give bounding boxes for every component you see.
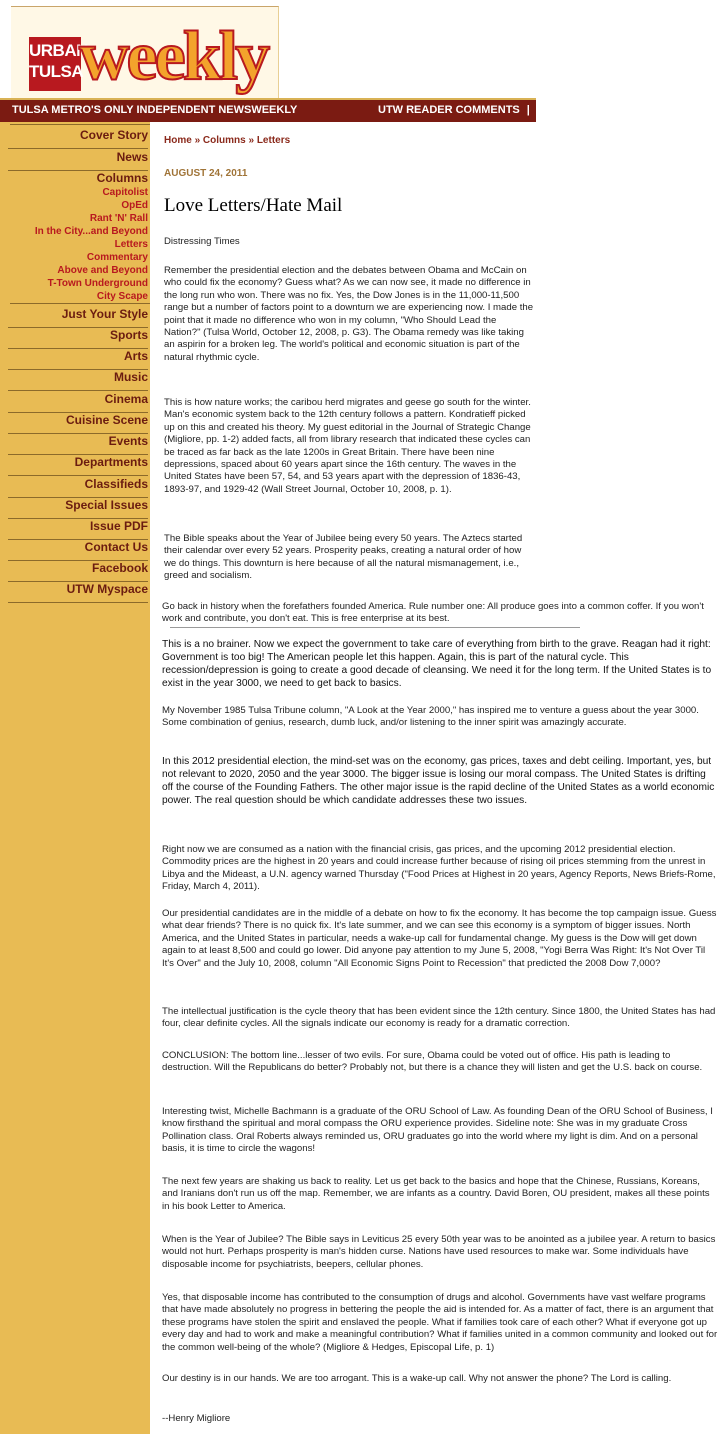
nav-departments[interactable]: Departments bbox=[8, 455, 148, 476]
nav-sub-t-town-underground[interactable]: T-Town Underground bbox=[47, 278, 148, 289]
nav-special-issues[interactable]: Special Issues bbox=[8, 498, 148, 519]
nav-classifieds[interactable]: Classifieds bbox=[8, 477, 148, 498]
nav-utw-myspace[interactable]: UTW Myspace bbox=[8, 582, 148, 603]
article-title: Love Letters/Hate Mail bbox=[164, 195, 343, 216]
nav-sub-oped[interactable]: OpEd bbox=[121, 200, 148, 211]
article-paragraph: The intellectual justification is the cycle theory that has been evident since the 12th century. Since 1800, the United States has had four, clear definite cycles. All the signals indicate our economy is ready for a dramatic correction. bbox=[162, 1006, 716, 1030]
nav-sub-city-scape[interactable]: City Scape bbox=[96, 291, 148, 302]
nav-contact-us[interactable]: Contact Us bbox=[8, 540, 148, 561]
article-paragraph: This is a no brainer. Now we expect the government to take care of everything from birth to the grave. Reagan had it right: Government is too big! The American people let this happen. Again, this is part of the natural cycle. This recession/depression is going to create a good decade of cleansing. We need it for the long term. If the United States is to exist in the year 3000, we need to get back to basics. bbox=[162, 639, 712, 689]
article-paragraph: My November 1985 Tulsa Tribune column, "A Look at the Year 2000," has inspired me to venture a guess about the year 3000. Some combination of genius, research, dumb luck, and/or listening to the inner spirit was amazingly accurate. bbox=[162, 705, 699, 729]
breadcrumb bbox=[164, 135, 290, 146]
nav-music[interactable]: Music bbox=[8, 370, 148, 391]
nav-issue-pdf[interactable]: Issue PDF bbox=[8, 519, 148, 540]
site-tagline: TULSA METRO'S ONLY INDEPENDENT NEWSWEEKLY bbox=[12, 104, 298, 116]
logo-line-tulsa: TULSA bbox=[29, 62, 84, 81]
article-signature: --Henry Migliore bbox=[162, 1413, 231, 1424]
truncated-top-link[interactable]: HA bbox=[536, 104, 553, 116]
article-paragraph: Right now we are consumed as a nation with the financial crisis, gas prices, and the upcoming 2012 presidential election. Commodity prices are the highest in 20 years and could increase further because of rising oil prices stemming from the unrest in Libya and the Mideast, a U.N. agency warned Thursday ("Food Prices at Highest in 20 years, Agency Reports, News Briefs-Rome, Friday, March 4, 2011). bbox=[162, 844, 716, 893]
nav-arts[interactable]: Arts bbox=[8, 349, 148, 370]
nav-cuisine-scene[interactable]: Cuisine Scene bbox=[8, 413, 148, 434]
nav-sub-commentary[interactable]: Commentary bbox=[86, 252, 148, 263]
breadcrumb-separator: » bbox=[248, 135, 255, 146]
breadcrumb-columns[interactable]: Columns bbox=[202, 135, 246, 146]
article-paragraph: In this 2012 presidential election, the mind-set was on the economy, gas prices, taxes and debt ceiling. Important, yes, but not relevant to 2020, 2050 and the year 3000. The bigger issue is losing our moral compass. The United States is drifting off the course of the Founding Fathers. The other major issue is the rapid decline of the United States as a world economic power. The real question should be which candidate addresses these two issues. bbox=[162, 756, 715, 806]
article-paragraph: Go back in history when the forefathers founded America. Rule number one: All produce goes into a common coffer. If you won't work and contribute, you don't eat. This is free enterprise at its best. bbox=[162, 601, 704, 625]
logo-line-urban: URBAN bbox=[29, 41, 88, 60]
nav-sports[interactable]: Sports bbox=[8, 328, 148, 349]
logo-urban-tulsa-badge bbox=[29, 37, 88, 91]
article-subtitle: Distressing Times bbox=[164, 236, 240, 247]
nav-sub-capitolist[interactable]: Capitolist bbox=[102, 187, 148, 198]
logo-weekly-wordmark: weekly bbox=[79, 18, 268, 95]
nav-sub-above-and-beyond[interactable]: Above and Beyond bbox=[57, 265, 148, 276]
top-links bbox=[378, 104, 553, 116]
nav-sub-rant-n-rall[interactable]: Rant 'N' Rall bbox=[89, 213, 148, 224]
nav-events[interactable]: Events bbox=[8, 434, 148, 455]
article-paragraph: Our presidential candidates are in the middle of a debate on how to fix the economy. It has become the top campaign issue. Guess what dear friends? There is no quick fix. It's late summer, and we can see this economy is a symptom of bigger issues. North America, and the United States in particular, needs a wake-up call for fundamental change. My guess is the Dow will get down again to at least 8,500 and could go lower. Did anyone pay attention to my June 5, 2008, "Yogi Berra Was Right: It's Not Over Til It's Over" and the July 10, 2008, column "All Economic Signs Point to Recession" that predicted the 2008 Dow 7,000? bbox=[162, 908, 717, 969]
article-paragraph: This is how nature works; the caribou herd migrates and geese go south for the winter. Man's economic system back to the 12th century follows a pattern. Kondratieff picked up on this and created his theory. My guest editorial in the Journal of Strategic Change (Migliore, pp. 1-2) added facts, all from library research that indicated these cycles can be traced as far back as the late 1200s in Great Britain. There have been nine depressions, spaced about 60 years apart since the 16th century. The waves in the United States have been 57, 54, and 53 years apart with the depression of 1836-43, 1893-97, and 1929-42 (Wall Street Journal, October 10, 2008, p. 1). bbox=[164, 397, 531, 495]
nav-sub-in-the-city[interactable]: In the City...and Beyond bbox=[34, 226, 148, 237]
article-paragraph: Our destiny is in our hands. We are too arrogant. This is a wake-up call. Why not answer the phone? The Lord is calling. bbox=[162, 1373, 672, 1384]
article-paragraph: Interesting twist, Michelle Bachmann is a graduate of the ORU School of Law. As founding Dean of the ORU School of Business, I know firsthand the spiritual and moral compass the ORU experience provides. Sideline note: She was in my graduate Cross Pollination class. Oral Roberts always reminded us, ORU graduates go into the world where my light is dim. And on a personal basis, it is time to circle the wagons! bbox=[162, 1106, 713, 1155]
site-header bbox=[0, 0, 536, 98]
content-divider bbox=[170, 627, 580, 628]
article-paragraph: Yes, that disposable income has contributed to the consumption of drugs and alcohol. Governments have vast welfare programs that have made absolutely no progress in bettering the people the aid is intended for. As a matter of fact, there is an argument that these programs have stolen the spirit and enslaved the people. What if families took care of each other? What if everyone got up every day and had to work and make a meaningful contribution? What if families united in a common community and looked out for the common well-being of the whole? (Migliore & Hedges, Episcopal Life, p. 1) bbox=[162, 1292, 718, 1353]
article-paragraph: Remember the presidential election and the debates between Obama and McCain on who could fix the economy? Guess what? As we can now see, it made no difference in the long run who won. There was no fix. Yes, the Dow Jones is in the 11,000-11,500 range but a number of factors point to a downturn we are experiencing now. I made the point that it made no difference who won in my column, "Who Should Lead the Nation?" (Tulsa World, October 12, 2008, p. G3). The Obama remedy was like taking an aspirin for a broken leg. The world's political and economic situation is part of the natural rhythmic cycle. bbox=[164, 265, 534, 363]
article-main bbox=[150, 122, 723, 1434]
nav-news[interactable]: News bbox=[8, 150, 148, 171]
nav-columns[interactable]: Columns bbox=[96, 171, 148, 185]
article-paragraph: The Bible speaks about the Year of Jubilee being every 50 years. The Aztecs started their calendar over every 52 years. Prosperity peaks, creating a natural order of how we do things. This downturn is here because of all the natural mismanagement, i.e., greed and socialism. bbox=[164, 533, 523, 582]
article-date: AUGUST 24, 2011 bbox=[164, 168, 248, 179]
sidebar-nav bbox=[0, 122, 150, 1434]
breadcrumb-home[interactable]: Home bbox=[164, 135, 192, 146]
article-paragraph: CONCLUSION: The bottom line...lesser of two evils. For sure, Obama could be voted out of office. His path is leading to destruction. Will the Republicans do better? Probably not, but there is a chance they will listen and get the U.S. back on course. bbox=[162, 1050, 703, 1074]
nav-facebook[interactable]: Facebook bbox=[8, 561, 148, 582]
top-bar bbox=[0, 98, 553, 122]
breadcrumb-separator: » bbox=[194, 135, 201, 146]
nav-divider bbox=[10, 303, 150, 304]
nav-cover-story[interactable]: Cover Story bbox=[8, 128, 148, 149]
nav-just-your-style[interactable]: Just Your Style bbox=[8, 307, 148, 328]
top-link-separator: | bbox=[526, 104, 530, 116]
nav-cinema[interactable]: Cinema bbox=[8, 392, 148, 413]
nav-divider bbox=[10, 124, 150, 125]
nav-sub-letters[interactable]: Letters bbox=[114, 239, 148, 250]
breadcrumb-letters[interactable]: Letters bbox=[256, 135, 291, 146]
site-logo[interactable] bbox=[11, 6, 279, 99]
article-paragraph: The next few years are shaking us back to reality. Let us get back to the basics and hope that the Chinese, Russians, Koreans, and Iranians don't run us off the map. Remember, we are infants as a country. David Boren, OU president, makes all these points in his book Letter to America. bbox=[162, 1176, 710, 1212]
article-paragraph: When is the Year of Jubilee? The Bible says in Leviticus 25 every 50th year was to be anointed as a jubilee year. A return to basics would not hurt. Perhaps prosperity is man's hidden curse. Nations have used resources to make war. Some individuals have disposable income for psychiatrists, beepers, cellular phones. bbox=[162, 1234, 716, 1270]
reader-comments-link[interactable]: UTW READER COMMENTS bbox=[378, 104, 520, 116]
